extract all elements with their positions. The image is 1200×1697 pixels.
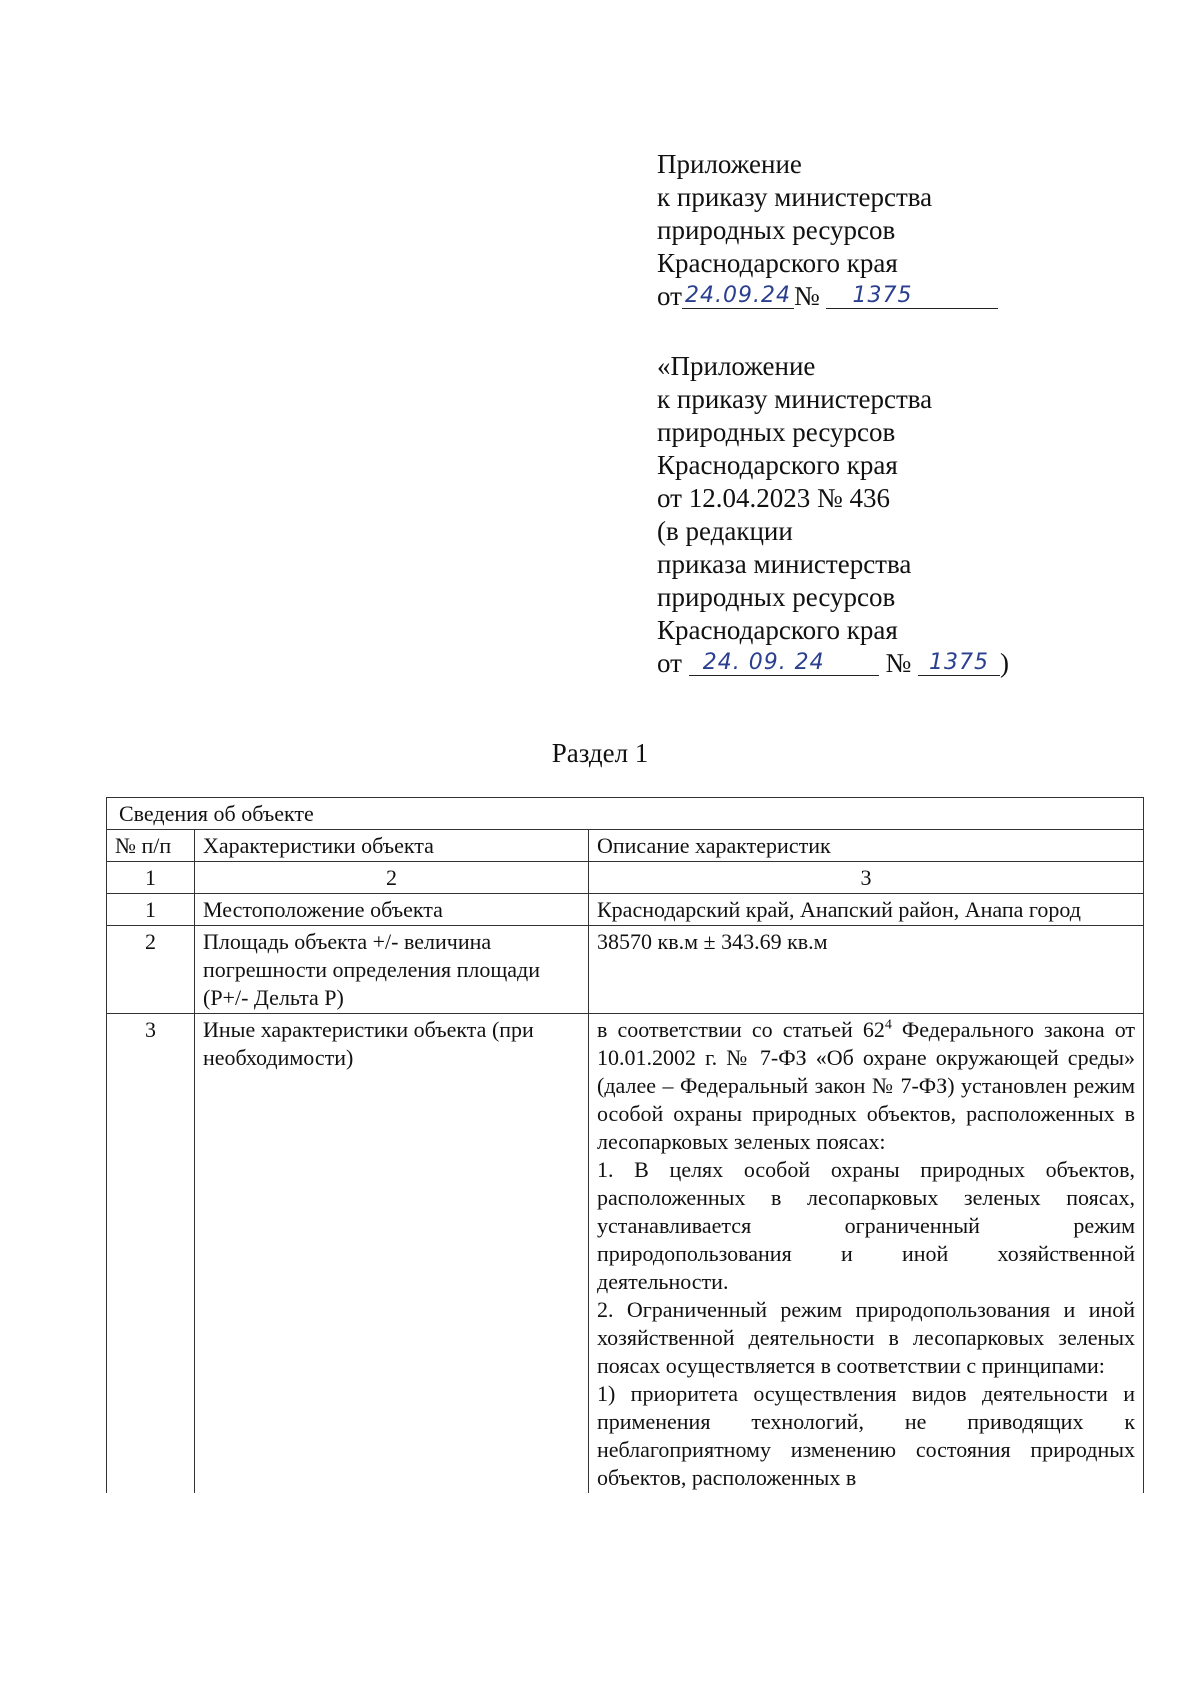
header-line: Краснодарского края	[657, 450, 898, 480]
column-number: 1	[107, 862, 195, 894]
row-description	[589, 1014, 1144, 1494]
header-line: «Приложение	[657, 351, 816, 381]
header-line: Приложение	[657, 149, 802, 179]
header-line: к приказу министерства	[657, 384, 933, 414]
row-characteristic	[195, 926, 589, 1014]
superscript: 4	[884, 1017, 892, 1033]
row-description: 38570 кв.м ± 343.69 кв.м	[589, 926, 1144, 1014]
number-fill	[918, 647, 1000, 676]
header-line: (в редакции	[657, 516, 793, 546]
number-fill	[826, 280, 998, 309]
header-date-line	[657, 280, 998, 313]
table-row	[107, 1014, 1144, 1494]
description-paragraph	[597, 1016, 1135, 1156]
header-cell-characteristic: Характеристики объекта	[195, 830, 589, 862]
characteristic-text: Площадь объекта +/- величина погрешности определения площади	[203, 929, 541, 982]
date-fill	[682, 280, 794, 309]
number-prefix: №	[885, 648, 912, 678]
table-header-row	[107, 830, 1144, 862]
header-line: приказа министерства	[657, 549, 912, 579]
header-cell-description: Описание характеристик	[589, 830, 1144, 862]
header-line: к приказу министерства	[657, 182, 933, 212]
header-date-line: от 24. 09. 24 № 1375 )	[657, 648, 1009, 678]
description-paragraph: 1. В целях особой охраны природных объектов, расположенных в лесопарковых зеленых поясах, устанавливается ограниченный режим природопользования и иной хозяйственной деятельности.	[597, 1157, 1136, 1294]
row-number: 3	[107, 1014, 195, 1494]
handwritten-number: 1375	[928, 650, 989, 675]
row-description: Краснодарский край, Анапский район, Анапа город	[589, 894, 1144, 926]
row-number: 1	[107, 894, 195, 926]
handwritten-date: 24. 09. 24	[702, 650, 825, 675]
handwritten-date: 24.09.24	[684, 283, 791, 308]
header-line: природных ресурсов	[657, 215, 896, 245]
column-number: 2	[195, 862, 589, 894]
number-prefix: №	[793, 281, 820, 311]
paragraph-text: Федерального закона от 10.01.2002 г. № 7-ФЗ «Об охране окружающей среды» (далее – Федеральный закон № 7-ФЗ) установлен режим особой охраны природных объектов, расположенных в лесопарковых зеленых поясах:	[597, 1017, 1136, 1154]
header-line: природных ресурсов	[657, 582, 896, 612]
characteristic-extra: (Р+/- Дельта Р)	[203, 985, 344, 1010]
table-caption-row	[107, 798, 1144, 830]
amended-appendix-header	[657, 350, 1009, 680]
date-fill	[689, 647, 879, 676]
appendix-header	[657, 148, 998, 313]
header-line: от 12.04.2023 № 436	[657, 483, 890, 513]
table-row	[107, 894, 1144, 926]
date-prefix: от	[657, 281, 682, 311]
table-row	[107, 926, 1144, 1014]
row-characteristic: Местоположение объекта	[195, 894, 589, 926]
object-info-table	[106, 797, 1144, 1493]
column-number-row	[107, 862, 1144, 894]
table-caption: Сведения об объекте	[107, 798, 1144, 830]
header-line: Краснодарского края	[657, 615, 898, 645]
header-line: Краснодарского края	[657, 248, 898, 278]
date-prefix: от	[657, 648, 682, 678]
header-line: природных ресурсов	[657, 417, 896, 447]
paragraph-text: в соответствии со статьей 62	[597, 1017, 885, 1042]
handwritten-number: 1375	[852, 283, 913, 308]
section-title: Раздел 1	[551, 738, 649, 768]
description-paragraph: 2. Ограниченный режим природопользования и иной хозяйственной деятельности в лесопарковых зеленых поясах осуществляется в соответствии с принципами:	[597, 1297, 1136, 1378]
row-characteristic: Иные характеристики объекта (при необходимости)	[195, 1014, 589, 1494]
header-cell-num: № п/п	[107, 830, 195, 862]
row-number: 2	[107, 926, 195, 1014]
column-number: 3	[589, 862, 1144, 894]
description-paragraph: 1) приоритета осуществления видов деятельности и применения технологий, не приводящих к неблагоприятному изменению состояния природных объектов, расположенных в	[597, 1381, 1136, 1490]
